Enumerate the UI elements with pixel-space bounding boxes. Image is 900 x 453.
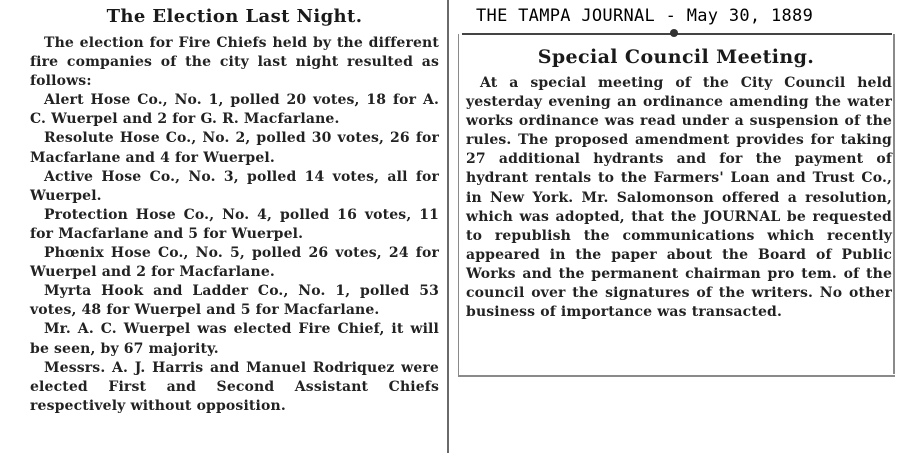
- dateline: THE TAMPA JOURNAL - May 30, 1889: [476, 6, 814, 26]
- article-paragraph: Phœnix Hose Co., No. 5, polled 26 votes, 24 for Wuerpel and 2 for Macfarlane.: [30, 245, 439, 281]
- article-paragraph: The election for Fire Chiefs held by the different fire companies of the city last night resulted as follows:: [30, 35, 439, 90]
- column-divider: [447, 0, 449, 453]
- article-paragraph: Mr. A. C. Wuerpel was elected Fire Chief, it will be seen, by 67 majority.: [30, 321, 439, 357]
- article-paragraph: Protection Hose Co., No. 4, polled 16 votes, 11 for Macfarlane and 5 for Wuerpel.: [30, 206, 439, 242]
- article-body: [30, 34, 439, 416]
- article-paragraph: Messrs. A. J. Harris and Manuel Rodriquez were elected First and Second Assistant Chiefs respectively without opposition.: [30, 359, 439, 414]
- article-paragraph: Resolute Hose Co., No. 2, polled 30 votes, 26 for Macfarlane and 4 for Wuerpel.: [30, 130, 439, 166]
- article-paragraph: Myrta Hook and Ladder Co., No. 1, polled 53 votes, 48 for Wuerpel and 5 for Macfarlane.: [30, 283, 439, 319]
- article-headline: Special Council Meeting.: [537, 46, 815, 68]
- article-body: [460, 74, 892, 322]
- right-column: [452, 0, 900, 453]
- article-headline: The Election Last Night.: [106, 6, 363, 27]
- article-paragraph: At a special meeting of the City Council held yesterday evening an ordinance amending the water works ordinance was read under a suspension of the rules. The proposed amendment provides for taking 27 additional hydrants and for the payment of hydrant rentals to the Farmers' Loan and Trust Co., in New York. Mr. Salomonson offered a resolution, which was adopted, that the JOURNAL be requested to republish the communications which recently appeared in the paper about the Board of Public Works and the permanent chairman pro tem. of the council over the signatures of the writers. No other business of importance was transacted.: [466, 75, 892, 321]
- article-paragraph: Alert Hose Co., No. 1, polled 20 votes, 18 for A. C. Wuerpel and 2 for G. R. Macfarlane.: [30, 92, 439, 128]
- left-column: [0, 0, 447, 453]
- article-paragraph: Active Hose Co., No. 3, polled 14 votes, all for Wuerpel.: [30, 168, 439, 204]
